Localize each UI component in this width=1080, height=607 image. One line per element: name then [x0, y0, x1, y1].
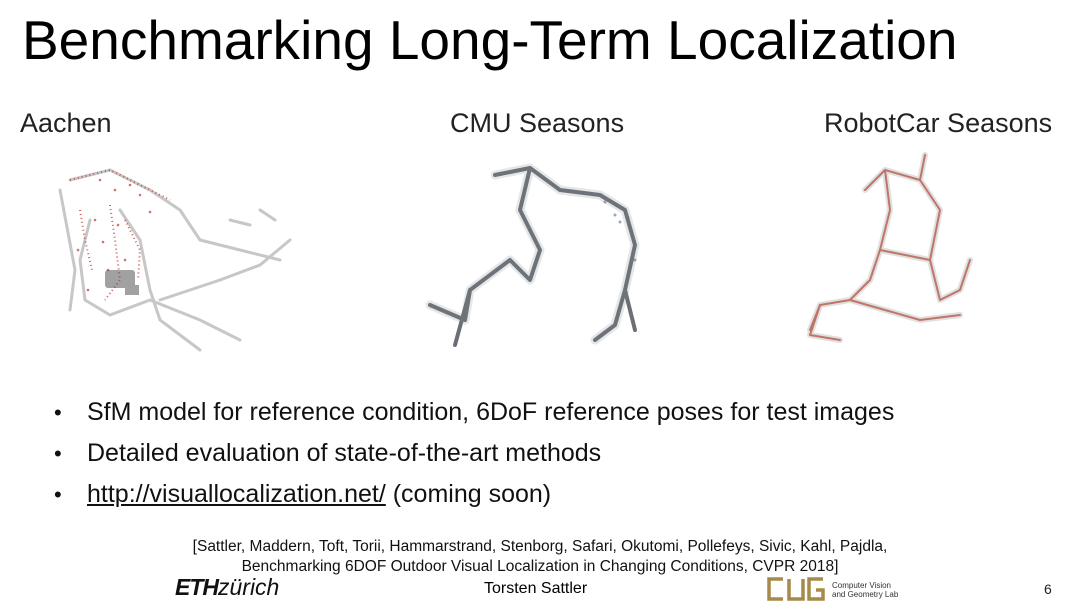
- citation: [0, 537, 1080, 577]
- dataset-label-aachen: Aachen: [20, 108, 112, 138]
- lab-name-line-2: and Geometry Lab: [832, 590, 899, 599]
- robotcar-seasons-map-image: [790, 150, 1020, 370]
- bullet-text: Detailed evaluation of state-of-the-art methods: [87, 439, 602, 467]
- presenter-name: Torsten Sattler: [484, 580, 588, 597]
- cmu-seasons-map-image: [410, 150, 670, 370]
- citation-line-1: [Sattler, Maddern, Toft, Torii, Hammarstrand, Stenborg, Safari, Okutomi, Pollefeys, Sivic, Kahl, Pajdla,: [192, 538, 888, 555]
- slide-title: Benchmarking Long-Term Localization: [22, 9, 958, 71]
- link-suffix: (coming soon): [385, 480, 552, 508]
- cvg-lab-name: [832, 581, 898, 599]
- dataset-label-cmu-seasons: CMU Seasons: [450, 108, 625, 138]
- cvg-logo-icon: [766, 576, 828, 602]
- bullet-list: [54, 392, 894, 515]
- page-number: 6: [1044, 581, 1052, 597]
- citation-line-2: Benchmarking 6DOF Outdoor Visual Localization in Changing Conditions, CVPR 2018]: [241, 558, 839, 575]
- eth-zurich-logo: [175, 574, 279, 601]
- eth-logo-rest: zürich: [218, 574, 280, 600]
- cvg-lab-logo: [766, 576, 936, 602]
- aachen-map-image: [0, 150, 330, 370]
- website-link[interactable]: http://visuallocalization.net/: [87, 480, 386, 508]
- bullet-text: SfM model for reference condition, 6DoF reference poses for test images: [87, 398, 895, 426]
- bullet-dot: •: [54, 441, 62, 466]
- bullet-item: [54, 392, 894, 433]
- bullet-dot: •: [54, 482, 62, 507]
- bullet-item: [54, 474, 894, 515]
- bullet-dot: •: [54, 400, 62, 425]
- bullet-item: [54, 433, 894, 474]
- dataset-label-robotcar-seasons: RobotCar Seasons: [824, 108, 1053, 138]
- lab-name-line-1: Computer Vision: [832, 581, 891, 590]
- eth-logo-bold: ETH: [175, 574, 218, 600]
